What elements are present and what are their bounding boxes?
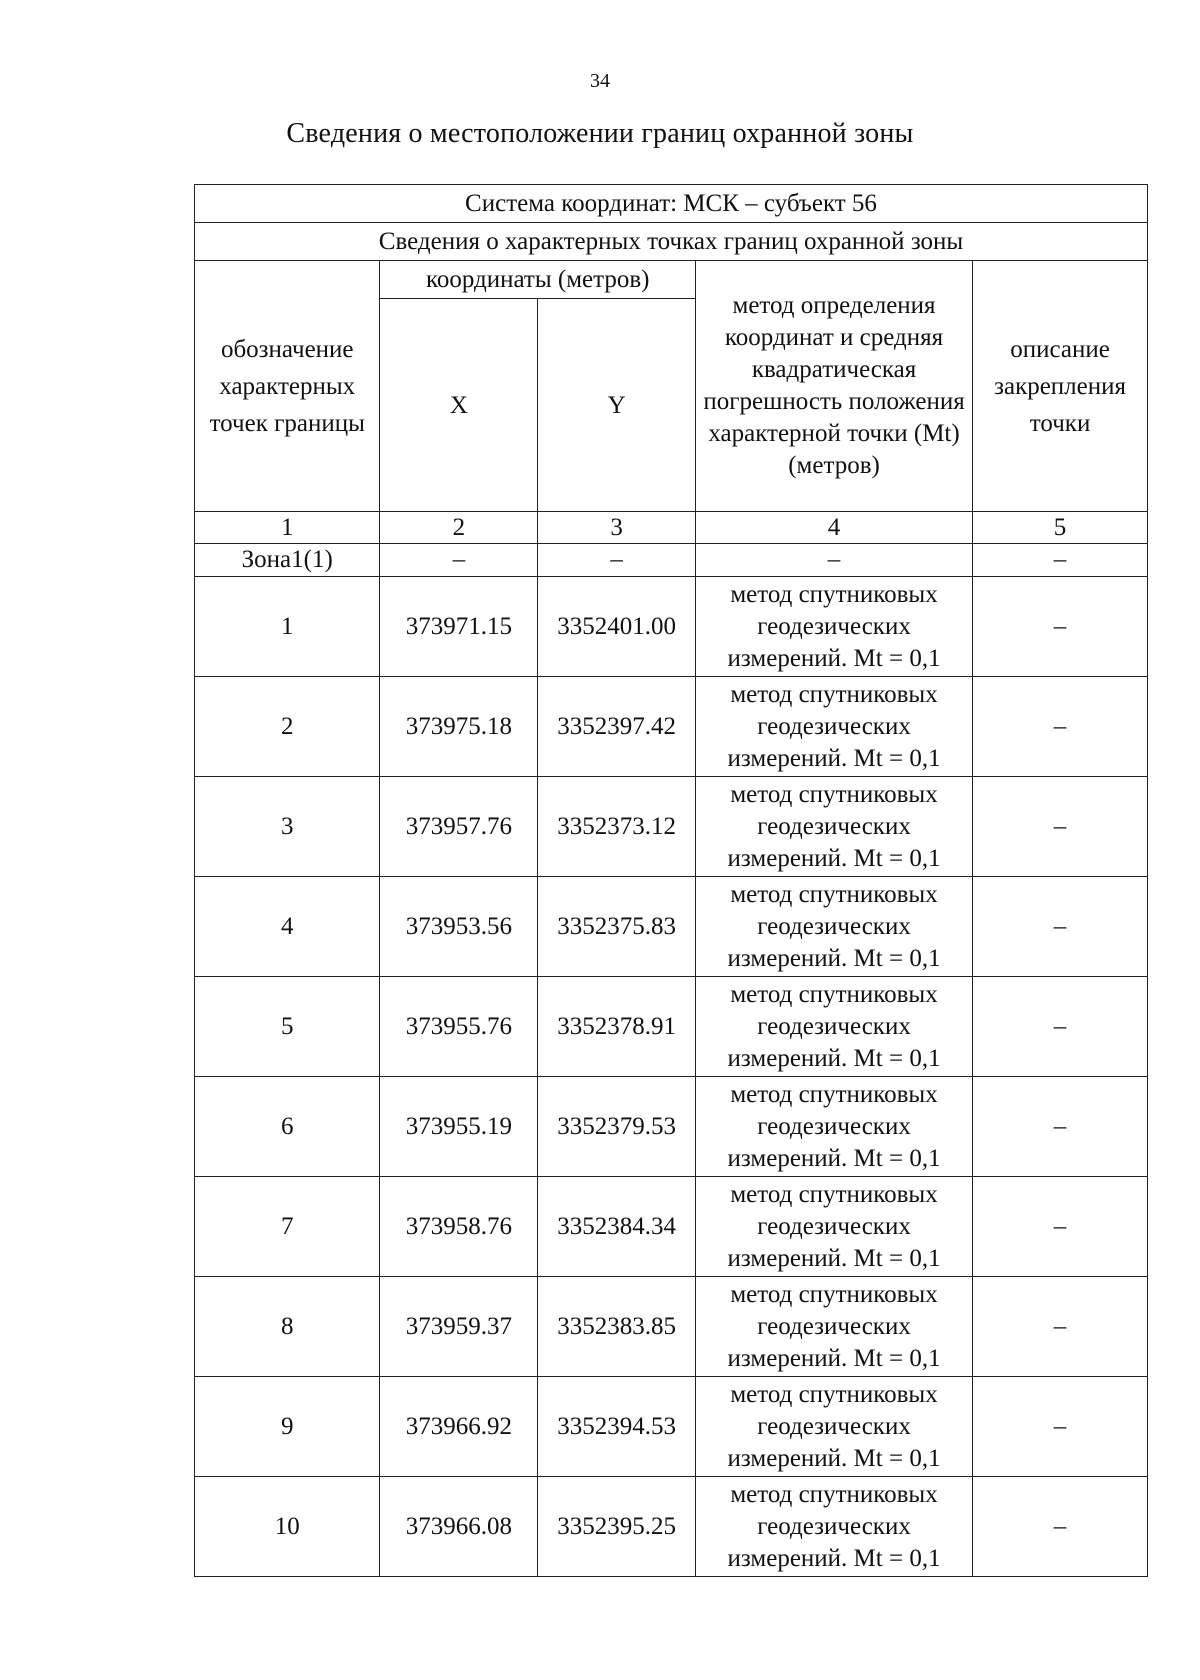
method-cell: метод спутниковых геодезических измерений. Mt = 0,1 (695, 777, 972, 877)
description-cell: – (973, 877, 1148, 977)
point-cell: 2 (195, 677, 380, 777)
coordinates-table (194, 184, 1148, 1577)
column-number-cell: 4 (695, 512, 972, 544)
method-cell: метод спутниковых геодезических измерений. Mt = 0,1 (695, 977, 972, 1077)
description-cell: – (973, 977, 1148, 1077)
section-title-row (195, 223, 1148, 261)
x-coordinate-cell: 373971.15 (380, 577, 538, 677)
y-coordinate-cell: 3352378.91 (538, 977, 696, 1077)
description-cell: – (973, 777, 1148, 877)
point-cell: 7 (195, 1177, 380, 1277)
description-cell: – (973, 1077, 1148, 1177)
point-cell: 1 (195, 577, 380, 677)
header-description: описание закрепления точки (973, 261, 1148, 512)
table-row (195, 777, 1148, 877)
description-cell: – (973, 677, 1148, 777)
x-coordinate-cell: 373955.76 (380, 977, 538, 1077)
x-coordinate-cell: 373953.56 (380, 877, 538, 977)
x-coordinate-cell: 373955.19 (380, 1077, 538, 1177)
section-title-cell: Сведения о характерных точках границ охранной зоны (195, 223, 1148, 261)
description-cell: – (973, 1177, 1148, 1277)
y-coordinate-cell: 3352375.83 (538, 877, 696, 977)
table-row (195, 1377, 1148, 1477)
zone-row (195, 544, 1148, 577)
y-coordinate-cell: 3352384.34 (538, 1177, 696, 1277)
point-cell: 10 (195, 1477, 380, 1577)
column-number-cell: 5 (973, 512, 1148, 544)
y-coordinate-cell: 3352394.53 (538, 1377, 696, 1477)
x-coordinate-cell: 373975.18 (380, 677, 538, 777)
zone-dash-cell: – (973, 544, 1148, 577)
table-row (195, 977, 1148, 1077)
document-title (0, 118, 1200, 150)
method-cell: метод спутниковых геодезических измерений. Mt = 0,1 (695, 877, 972, 977)
x-coordinate-cell: 373959.37 (380, 1277, 538, 1377)
y-coordinate-cell: 3352401.00 (538, 577, 696, 677)
point-cell: 5 (195, 977, 380, 1077)
header-x: X (380, 299, 538, 512)
method-cell: метод спутниковых геодезических измерений. Mt = 0,1 (695, 577, 972, 677)
method-cell: метод спутниковых геодезических измерений. Mt = 0,1 (695, 1177, 972, 1277)
description-cell: – (973, 577, 1148, 677)
table-row (195, 577, 1148, 677)
table-row (195, 877, 1148, 977)
zone-label-cell: Зона1(1) (195, 544, 380, 577)
page-number: 34 (590, 70, 610, 92)
point-cell: 4 (195, 877, 380, 977)
header-y: Y (538, 299, 696, 512)
zone-dash-cell: – (380, 544, 538, 577)
coordinate-system-row (195, 185, 1148, 223)
x-coordinate-cell: 373958.76 (380, 1177, 538, 1277)
table-row (195, 1277, 1148, 1377)
column-header-row (195, 261, 1148, 299)
y-coordinate-cell: 3352383.85 (538, 1277, 696, 1377)
x-coordinate-cell: 373957.76 (380, 777, 538, 877)
header-method: метод определения координат и средняя квадратическая погрешность положения характерной точки (Mt) (метров) (695, 261, 972, 512)
method-cell: метод спутниковых геодезических измерений. Mt = 0,1 (695, 1377, 972, 1477)
x-coordinate-cell: 373966.08 (380, 1477, 538, 1577)
method-cell: метод спутниковых геодезических измерений. Mt = 0,1 (695, 1277, 972, 1377)
table-body (195, 185, 1148, 1577)
method-cell: метод спутниковых геодезических измерений. Mt = 0,1 (695, 677, 972, 777)
header-point-designation: обозначение характерных точек границы (195, 261, 380, 512)
y-coordinate-cell: 3352373.12 (538, 777, 696, 877)
column-number-cell: 1 (195, 512, 380, 544)
table-row (195, 677, 1148, 777)
column-number-cell: 2 (380, 512, 538, 544)
method-cell: метод спутниковых геодезических измерений. Mt = 0,1 (695, 1077, 972, 1177)
y-coordinate-cell: 3352379.53 (538, 1077, 696, 1177)
point-cell: 6 (195, 1077, 380, 1177)
y-coordinate-cell: 3352397.42 (538, 677, 696, 777)
table-row (195, 1077, 1148, 1177)
point-cell: 3 (195, 777, 380, 877)
header-coordinates: координаты (метров) (380, 261, 696, 299)
description-cell: – (973, 1277, 1148, 1377)
table-row (195, 1477, 1148, 1577)
description-cell: – (973, 1377, 1148, 1477)
zone-dash-cell: – (695, 544, 972, 577)
table-row (195, 1177, 1148, 1277)
coordinate-system-cell: Система координат: МСК – субъект 56 (195, 185, 1148, 223)
column-number-row (195, 512, 1148, 544)
column-number-cell: 3 (538, 512, 696, 544)
x-coordinate-cell: 373966.92 (380, 1377, 538, 1477)
y-coordinate-cell: 3352395.25 (538, 1477, 696, 1577)
description-cell: – (973, 1477, 1148, 1577)
point-cell: 8 (195, 1277, 380, 1377)
document-title-text: Сведения о местоположении границ охранной зоны (286, 118, 914, 149)
method-cell: метод спутниковых геодезических измерений. Mt = 0,1 (695, 1477, 972, 1577)
point-cell: 9 (195, 1377, 380, 1477)
zone-dash-cell: – (538, 544, 696, 577)
